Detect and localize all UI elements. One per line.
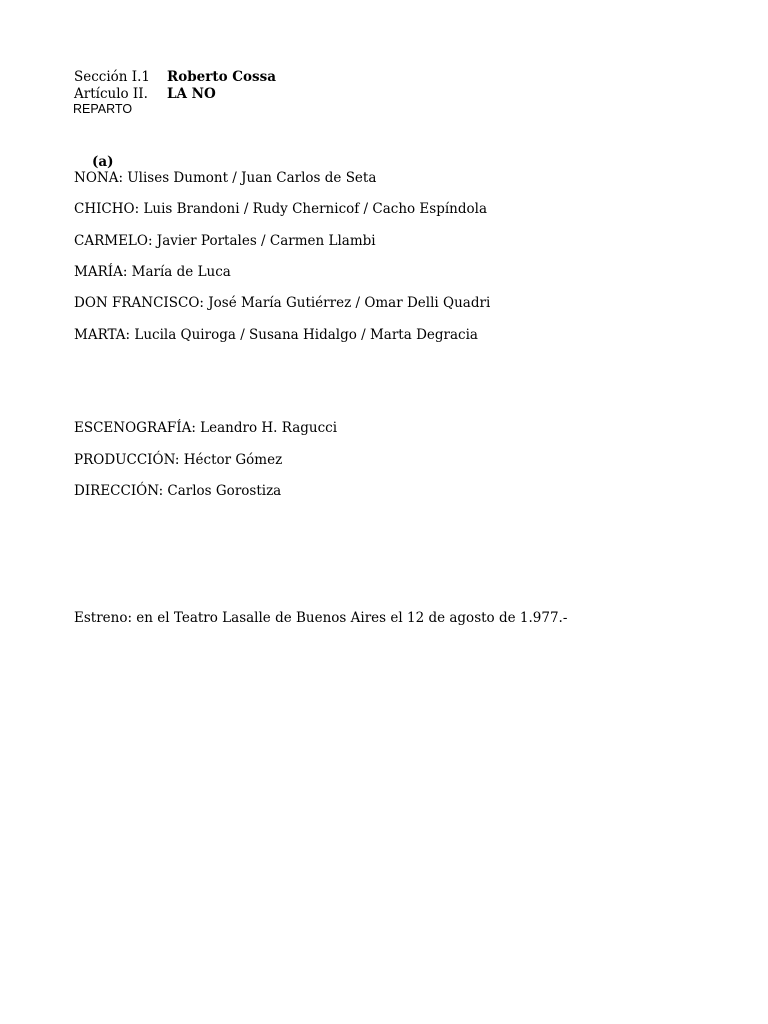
credit-produccion: PRODUCCIÓN: Héctor Gómez [74,452,283,468]
play-title: LA NO [167,86,216,102]
section-label: Sección I.1 [74,69,151,85]
cast-line-marta: MARTA: Lucila Quiroga / Susana Hidalgo / Marta Degracia [74,327,478,343]
article-heading [74,86,216,103]
cast-line-carmelo: CARMELO: Javier Portales / Carmen Llambi [74,233,376,249]
section-heading [74,69,276,86]
premiere-note: Estreno: en el Teatro Lasalle de Buenos Aires el 12 de agosto de 1.977.- [74,610,568,626]
cast-line-nona: NONA: Ulises Dumont / Juan Carlos de Seta [74,170,377,186]
cast-line-maria: MARÍA: María de Luca [74,264,231,280]
reparto-heading: REPARTO [73,102,133,116]
credit-direccion: DIRECCIÓN: Carlos Gorostiza [74,483,282,499]
cast-line-don-francisco: DON FRANCISCO: José María Gutiérrez / Omar Delli Quadri [74,295,491,311]
cast-line-chicho: CHICHO: Luis Brandoni / Rudy Chernicof / Cacho Espíndola [74,201,488,217]
article-label: Artículo II. [74,86,148,102]
list-marker: (a) [92,154,114,170]
credit-escenografia: ESCENOGRAFÍA: Leandro H. Ragucci [74,420,338,436]
author-name: Roberto Cossa [167,69,277,85]
